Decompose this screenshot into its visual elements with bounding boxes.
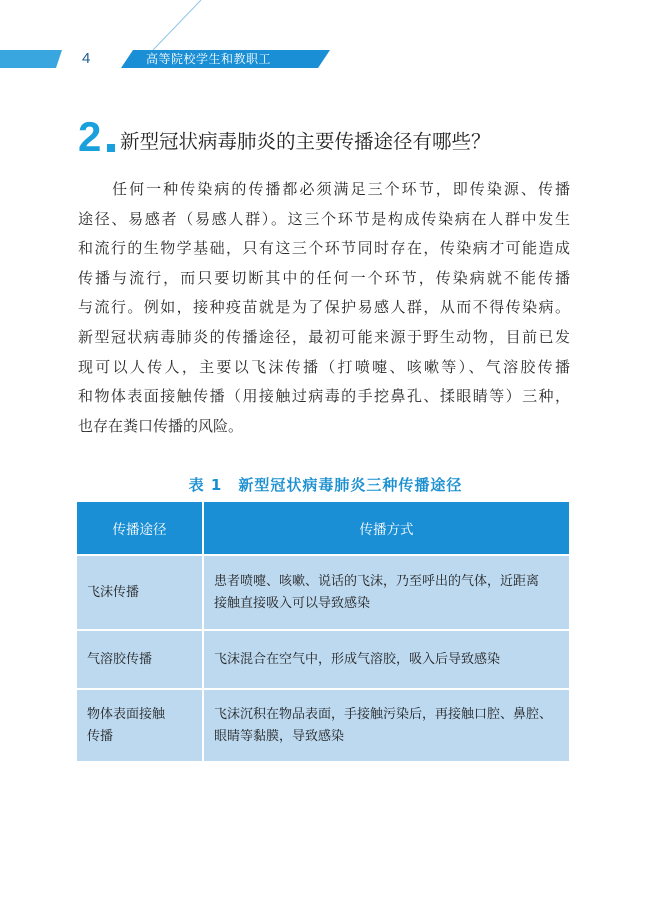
table-caption: 表 1 新型冠状病毒肺炎三种传播途径: [188, 476, 463, 494]
body-line: 现可以人传人，主要以飞沫传播（打喷嚏、咳嗽等）、气溶胶传播: [78, 357, 570, 376]
running-title: 高等院校学生和教职工: [146, 52, 272, 66]
table-cell-method: [203, 689, 569, 761]
body-line: 新型冠状病毒肺炎的传播途径，最初可能来源于野生动物，目前已发: [78, 327, 570, 346]
cell-line: 接触直接吸入可以导致感染: [214, 595, 371, 611]
body-line: 任何一种传染病的传播都必须满足三个环节，即传染源、传播: [78, 180, 570, 198]
section-title: 新型冠状病毒肺炎的主要传播途径有哪些？: [120, 130, 491, 153]
transmission-routes-table: [77, 502, 569, 761]
body-line: 和流行的生物学基础，只有这三个环节同时存在，传染病才可能造成: [78, 239, 570, 258]
table-row: [77, 689, 569, 761]
cell-line: 飞沫沉积在物品表面，手接触污染后，再接触口腔、鼻腔、: [214, 706, 553, 722]
body-line: 和物体表面接触传播（用接触过病毒的手挖鼻孔、揉眼睛等）三种，: [78, 387, 570, 406]
section-heading: [78, 113, 598, 164]
table-cell-method: [203, 555, 569, 630]
section-number-dot: [107, 144, 115, 152]
table-row: [77, 555, 569, 630]
section-number: 2: [78, 113, 102, 160]
page-number: 4: [82, 50, 91, 67]
table-header-method: 传播方式: [203, 502, 569, 555]
table-cell-method: [203, 630, 569, 689]
body-line: 途径、易感者（易感人群）。这三个环节是构成传染病在人群中发生: [78, 209, 570, 228]
body-line: 与流行。例如，接种疫苗就是为了保护易感人群，从而不得传染病。: [78, 298, 570, 317]
table-header-row: [77, 502, 569, 555]
body-line: 也存在粪口传播的风险。: [78, 416, 244, 435]
cell-line: 眼睛等黏膜，导致感染: [214, 728, 345, 744]
body-line: 传播与流行，而只要切断其中的任何一个环节，传染病就不能传播: [78, 268, 570, 287]
table-cell-route: [77, 555, 203, 630]
table-row: [77, 630, 569, 689]
cell-line: 传播: [87, 728, 114, 744]
table-cell-route: [77, 630, 203, 689]
cell-line: 飞沫混合在空气中，形成气溶胶，吸入后导致感染: [214, 651, 501, 667]
cell-line: 患者喷嚏、咳嗽、说话的飞沫，乃至呼出的气体，近距离: [214, 573, 540, 589]
cell-line: 气溶胶传播: [87, 651, 153, 667]
cell-line: 物体表面接触: [87, 706, 166, 722]
cell-line: 飞沫传播: [87, 584, 140, 600]
table-header-route: 传播途径: [77, 502, 203, 555]
body-paragraph: [78, 175, 570, 441]
table-cell-route: [77, 689, 203, 761]
header-decorative-line: [133, 0, 203, 50]
